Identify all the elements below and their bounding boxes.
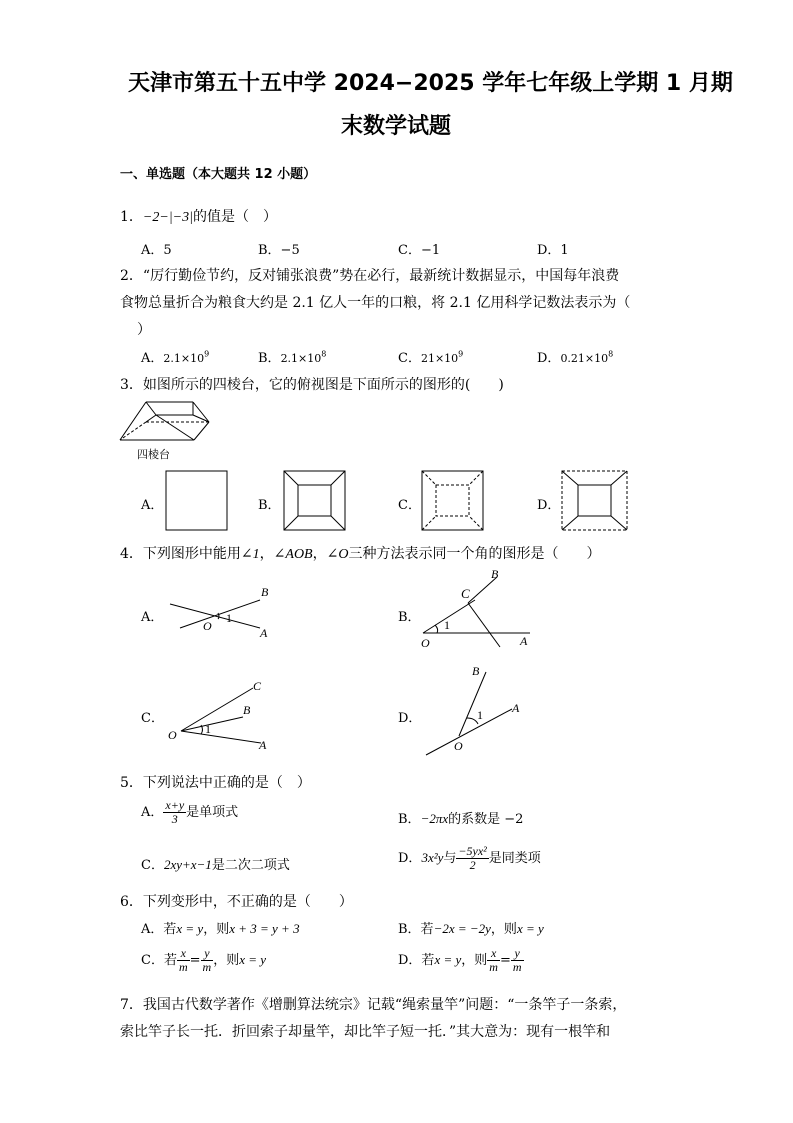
svg-text:B: B xyxy=(243,703,251,717)
question-2-stem-line3: ） xyxy=(137,322,151,338)
page-title-line2: 末数学试题 xyxy=(341,114,452,139)
question-6-option-b[interactable]: B．若−2x = −2y，则x = y xyxy=(398,921,544,937)
svg-text:A: A xyxy=(260,626,268,640)
option-d-mixed-top-view[interactable] xyxy=(561,470,629,532)
option-a-square-figure[interactable] xyxy=(165,470,229,532)
svg-text:O: O xyxy=(421,636,430,650)
question-2-stem-line2: 食物总量折合为粮食大约是 2.1 亿人一年的口粮，将 2.1 亿用科学记数法表示为（ xyxy=(120,295,631,311)
svg-text:A: A xyxy=(520,634,528,648)
question-1-option-d[interactable]: D．1 xyxy=(537,243,569,258)
option-d-angle-figure[interactable] xyxy=(420,660,540,758)
svg-text:O: O xyxy=(203,619,212,633)
question-6-stem: 6．下列变形中，不正确的是（ ） xyxy=(120,894,353,910)
question-3-label-d[interactable]: D． xyxy=(537,498,561,513)
svg-text:O: O xyxy=(454,739,463,753)
question-2-stem-line1: 2．“厉行勤俭节约，反对铺张浪费”势在必行，最新统计数据显示，中国每年浪费 xyxy=(120,268,620,284)
question-6-option-c[interactable]: C．若 $\frac{x}{m}$ = $\frac{y}{m}$ ，则x = y xyxy=(141,946,267,974)
svg-text:1: 1 xyxy=(477,708,483,722)
question-5-option-a[interactable]: A． $\frac{x+y}{3}$ 是单项式 xyxy=(141,798,239,826)
svg-text:1: 1 xyxy=(226,611,232,625)
angle-aob-notation: ∠AOB xyxy=(273,547,313,562)
question-3-stem: 3．如图所示的四棱台，它的俯视图是下面所示的图形的( ) xyxy=(120,377,504,393)
svg-text:C: C xyxy=(253,679,262,693)
option-b-frustum-top-view[interactable] xyxy=(283,470,347,532)
question-4-label-b[interactable]: B． xyxy=(398,610,421,625)
angle-1-notation: ∠1 xyxy=(240,547,260,562)
question-1-option-b[interactable]: B．−5 xyxy=(258,243,300,258)
question-4-stem: 4．下列图形中能用∠1，∠AOB，∠O三种方法表示同一个角的图形是（ ） xyxy=(120,546,601,562)
question-1-expression: −2−|−3| xyxy=(142,210,193,225)
frustum-figure xyxy=(118,398,213,446)
question-7-stem-line2: 索比竿子长一托．折回索子却量竿，却比竿子短一托．”其大意为：现有一根竿和 xyxy=(120,1024,611,1040)
question-4-label-d[interactable]: D． xyxy=(398,711,422,726)
svg-text:A: A xyxy=(259,738,267,752)
question-1-stem xyxy=(120,206,277,226)
svg-text:B: B xyxy=(261,585,269,599)
svg-text:1: 1 xyxy=(444,618,450,632)
question-4-label-c[interactable]: C． xyxy=(141,711,164,726)
question-2-option-c[interactable]: C．$21\times 10^9$ xyxy=(398,349,464,366)
question-3-label-c[interactable]: C． xyxy=(398,498,421,513)
question-3-label-a[interactable]: A． xyxy=(141,498,164,513)
svg-text:O: O xyxy=(168,728,177,742)
question-6-option-a[interactable]: A．若x = y，则x + 3 = y + 3 xyxy=(141,921,300,937)
svg-text:C: C xyxy=(461,586,470,601)
question-2-option-b[interactable]: B．$2.1\times 10^8$ xyxy=(258,349,327,366)
question-1-number: 1． xyxy=(120,209,143,225)
question-4-label-a[interactable]: A． xyxy=(141,610,164,625)
svg-text:B: B xyxy=(491,567,499,581)
option-c-dashed-top-view[interactable] xyxy=(421,470,485,532)
question-2-option-d[interactable]: D．$0.21\times 10^8$ xyxy=(537,349,614,366)
svg-text:A: A xyxy=(512,701,520,715)
question-5-option-c[interactable]: C．2xy+x−1是二次二项式 xyxy=(141,857,290,873)
svg-text:1: 1 xyxy=(205,722,211,736)
option-a-crossing-lines-figure[interactable] xyxy=(160,580,290,640)
question-5-option-b[interactable]: B．−2πx的系数是 −2 xyxy=(398,811,524,827)
question-3-label-b[interactable]: B． xyxy=(258,498,281,513)
question-7-stem-line1: 7．我国古代数学著作《增删算法统宗》记载“绳索量竿”问题：“一条竿子一条索， xyxy=(120,997,627,1013)
question-1-option-c[interactable]: C．−1 xyxy=(398,243,441,258)
question-5-option-d[interactable]: D．3x²y与 $\frac{\text{−5yx²}}{2}$ 是同类项 xyxy=(398,844,541,872)
question-1-text: 的值是（ ） xyxy=(192,209,277,225)
section-heading: 一、单选题（本大题共 12 小题） xyxy=(120,167,317,182)
option-b-triangle-lines-figure[interactable] xyxy=(415,563,545,653)
angle-o-notation: ∠O xyxy=(326,547,349,562)
question-5-stem: 5．下列说法中正确的是（ ） xyxy=(120,775,311,791)
question-1-option-a[interactable]: A．5 xyxy=(141,243,172,258)
page-title: 天津市第五十五中学 2024−2025 学年七年级上学期 1 月期 xyxy=(128,71,733,96)
option-c-three-rays-figure[interactable] xyxy=(163,675,283,753)
svg-text:B: B xyxy=(472,664,480,678)
question-6-option-d[interactable]: D．若x = y，则 $\frac{x}{m}$ = $\frac{y}{m}$ xyxy=(398,946,522,974)
frustum-caption: 四棱台 xyxy=(137,448,170,461)
question-2-option-a[interactable]: A．$2.1\times 10^9$ xyxy=(141,349,210,366)
